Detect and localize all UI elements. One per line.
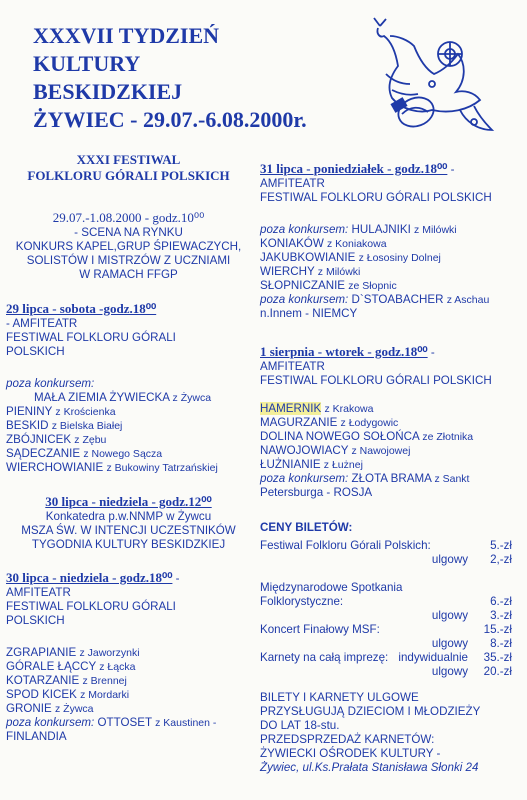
price-row: ulgowy 8.-zł [431,637,512,650]
group-entry: BESKID z Bielska Białej [6,419,123,432]
mass-heading: 30 lipca - niedziela - godz.12⁰⁰ [45,494,212,509]
monday-groups [260,223,522,321]
opening-line: KONKURS KAPEL,GRUP ŚPIEWACZYCH, [15,240,242,253]
group-entry: WIERCHY z Milówki [260,265,361,278]
title-line-1: XXXVII TYDZIEŃ [33,23,220,48]
sunday-groups [6,646,251,744]
group-entry: poza konkursem: HULAJNIKI z Milówki [260,223,457,236]
tuesday-event [260,345,522,388]
poster-title [33,22,307,134]
opening-date: 29.07.-1.08.2000 - godz.10⁰⁰ [52,210,205,225]
price-row: Międzynarodowe Spotkania [260,581,403,594]
group-country: Petersburga - ROSJA [260,486,373,499]
group-entry: ŁUŻNIANIE z Łużnej [260,458,363,471]
title-line-4: ŻYWIEC - 29.07.-6.08.2000r. [33,107,307,132]
group-entry: JAKUBKOWIANIE z Łososiny Dolnej [260,251,441,264]
group-entry: SŁOPNICZANIE ze Słopnic [260,279,397,292]
event-line: - AMFITEATR [6,317,78,330]
saturday-groups [6,377,251,475]
group-entry: KOTARZANIE z Brennej [6,674,127,687]
sunday-evening-heading: 30 lipca - niedziela - godz.18⁰⁰ - [6,570,180,585]
opening-event [6,210,251,282]
group-entry: NAWOJOWIACY z Nawojowej [260,444,411,457]
price-row: ulgowy 20.-zł [431,665,512,678]
opening-line: - SCENA NA RYNKU [74,226,183,239]
group-entry: SĄDECZANIE z Nowego Sącza [6,447,163,460]
event-line: POLSKICH [6,614,65,627]
group-entry: HAMERNIK z Krakowa [260,402,374,415]
mass-line: MSZA ŚW. W INTENCJI UCZESTNIKÓW [21,524,236,537]
festival-heading [6,152,251,184]
group-entry: GÓRALE ŁĄCCY z Łącka [6,660,136,673]
price-row: Festiwal Folkloru Górali Polskich: 5.-zł [260,539,512,552]
group-entry: MAŁA ZIEMIA ŻYWIECKA z Żywca [34,391,212,404]
group-entry: ZBÓJNICEK z Zębu [6,433,107,446]
price-row: ulgowy 3.-zł [431,609,512,622]
mass-event [6,494,251,552]
event-line: FESTIWAL FOLKLORU GÓRALI POLSKICH [260,374,492,387]
opening-line: W RAMACH FFGP [79,268,178,281]
footer-info [260,691,522,775]
group-entry: GRONIE z Żywca [6,702,94,715]
group-entry: KONIAKÓW z Koniakowa [260,237,387,250]
extra-group-entry: poza konkursem: OTTOSET z Kaustinen - [6,716,217,729]
price-row: Folklorystyczne: 6.-zł [260,595,512,608]
monday-heading: 31 lipca - poniedziałek - godz.18⁰⁰ - [260,161,455,176]
footer-line: DO LAT 18-stu. [260,719,340,732]
event-line: FESTIWAL FOLKLORU GÓRALI [6,331,176,344]
group-entry: WIERCHOWIANIE z Bukowiny Tatrzańskiej [6,461,218,474]
group-entry: poza konkursem: ZŁOTA BRAMA z Sankt [260,472,470,485]
tuesday-groups [260,402,522,500]
event-line: AMFITEATR [6,586,71,599]
group-entry: DOLINA NOWEGO SOŁOŃCA ze Złotnika [260,430,474,443]
section-label: poza konkursem: [6,377,95,390]
price-row: ulgowy 2,-zł [431,553,512,566]
footer-line: ŻYWIECKI OŚRODEK KULTURY - [260,747,441,760]
mass-line: TYGODNIA KULTURY BESKIDZKIEJ [31,538,226,551]
saturday-heading: 29 lipca - sobota -godz.18⁰⁰ [6,301,157,316]
festival-heading-line-2: FOLKLORU GÓRALI POLSKICH [27,168,230,183]
footer-line: PRZEDSPRZEDAŻ KARNETÓW: [260,733,435,746]
title-line-3: BESKIDZKIEJ [33,79,183,104]
footer-line: PRZYSŁUGUJĄ DZIECIOM I MŁODZIEŻY [260,705,481,718]
folk-bird-ornament-icon [362,14,512,144]
sunday-evening-event [6,571,251,628]
group-entry: PIENINY z Krościenka [6,405,116,418]
group-entry: MAGURZANIE z Łodygowic [260,416,399,429]
extra-group-country: FINLANDIA [6,730,67,743]
price-row: Koncert Finałowy MSF: 15.-zł [260,623,512,636]
mass-line: Konkatedra p.w.NNMP w Żywcu [45,510,212,523]
title-line-2: KULTURY [33,51,141,76]
event-line: AMFITEATR [260,177,325,190]
event-line: FESTIWAL FOLKLORU GÓRALI [6,600,176,613]
saturday-event [6,301,251,359]
event-line: POLSKICH [6,345,65,358]
group-country: n.Innem - NIEMCY [260,307,358,320]
group-entry: poza konkursem: D`STOABACHER z Aschau [260,293,490,306]
footer-line: BILETY I KARNETY ULGOWE [260,691,419,704]
group-entry: SPOD KICEK z Mordarki [6,688,130,701]
group-entry: ZGRAPIANIE z Jaworzynki [6,646,140,659]
ticket-prices [260,521,512,679]
monday-event [260,162,522,205]
prices-heading: CENY BILETÓW: [260,521,353,534]
festival-heading-line-1: XXXI FESTIWAL [76,152,181,167]
event-line: FESTIWAL FOLKLORU GÓRALI POLSKICH [260,191,492,204]
footer-address: Żywiec, ul.Ks.Prałata Stanisława Słonki 24 [260,761,479,774]
event-line: AMFITEATR [260,360,325,373]
opening-line: SOLISTÓW I MISTRZÓW Z UCZNIAMI [26,254,231,267]
tuesday-heading: 1 sierpnia - wtorek - godz.18⁰⁰ - [260,344,435,359]
price-row: Karnety na całą imprezę: indywidualnie 35.-zł [260,651,512,664]
